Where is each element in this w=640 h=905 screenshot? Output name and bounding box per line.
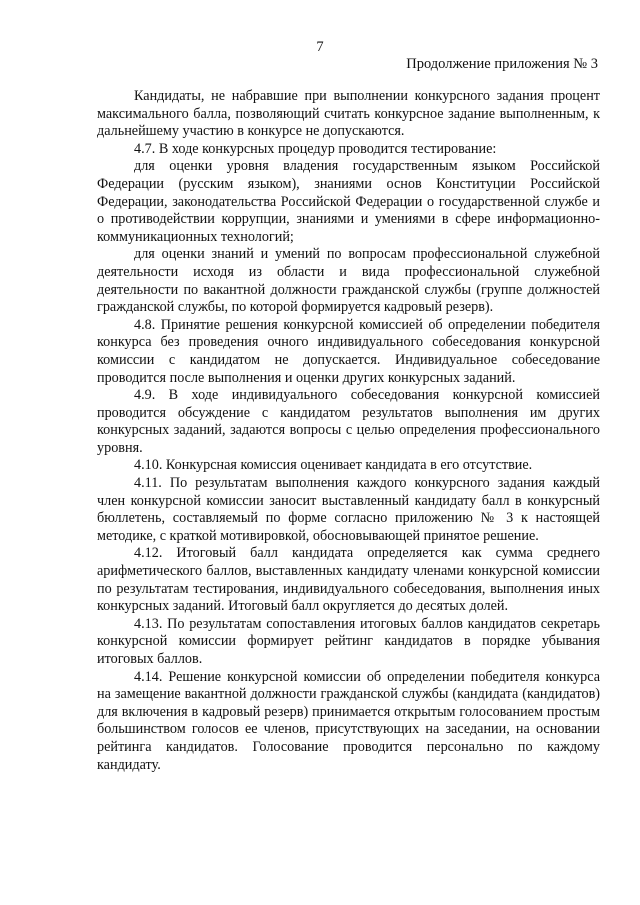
- paragraph-candidates-threshold: Кандидаты, не набравшие при выполнении конкурсного задания процент максимального балла, позволяющий считать конкурсное задание выполненным, к дальнейшему участию в конкурсе не допускаются.: [97, 88, 600, 140]
- paragraph-4-7-language-test: для оценки уровня владения государственным языком Российской Федерации (русским языком), знаниями основ Конституции Российской Федерации, законодательства Российской Федерации о государственной службе и о противодействии коррупции, знаниями и умениями в сфере информационно-коммуникационных технологий;: [97, 158, 600, 245]
- paragraph-4-8: 4.8. Принятие решения конкурсной комиссией об определении победителя конкурса без проведения очного индивидуального собеседования конкурсной комиссии с кандидатом не допускается. Индивидуальное собеседование проводится после выполнения и оценки других конкурсных заданий.: [97, 316, 600, 386]
- paragraph-4-13: 4.13. По результатам сопоставления итоговых баллов кандидатов секретарь конкурсной комиссии формирует рейтинг кандидатов в порядке убывания итоговых баллов.: [97, 615, 600, 667]
- paragraph-4-12: 4.12. Итоговый балл кандидата определяется как сумма среднего арифметического баллов, выставленных кандидату членами конкурсной комиссии по результатам тестирования, индивидуального собеседования, выполнения иных конкурсных заданий. Итоговый балл округляется до десятых долей.: [97, 545, 600, 615]
- paragraph-4-7: 4.7. В ходе конкурсных процедур проводится тестирование:: [134, 140, 497, 157]
- paragraph-4-14: 4.14. Решение конкурсной комиссии об определении победителя конкурса на замещение вакантной должности гражданской службы (кандидата (кандидатов) для включения в кадровый резерв) принимается открытым голосованием простым большинством голосов ее членов, присутствующих на заседании, на основании рейтинга кандидатов. Голосование проводится персонально по каждому кандидату.: [97, 668, 600, 773]
- document-body: [97, 88, 600, 774]
- paragraph-4-11: 4.11. По результатам выполнения каждого конкурсного задания каждый член конкурсной комиссии заносит выставленный кандидату балл в конкурсный бюллетень, составляемый по форме согласно приложению № 3 к настоящей методике, с краткой мотивировкой, обосновывающей принятое решение.: [97, 475, 600, 544]
- appendix-continuation-label: Продолжение приложения № 3: [406, 56, 598, 72]
- page-number: 7: [316, 39, 324, 55]
- paragraph-4-7-professional-test: для оценки знаний и умений по вопросам профессиональной служебной деятельности исходя из области и вида профессиональной служебной деятельности по вакантной должности гражданской службы (группе должностей гражданской службы, по которой формируется кадровый резерв).: [97, 246, 600, 316]
- paragraph-4-9: 4.9. В ходе индивидуального собеседования конкурсной комиссией проводится обсуждение с кандидатом результатов выполнения им других конкурсных заданий, задаются вопросы с целью определения профессионального уровня.: [97, 387, 600, 456]
- paragraph-4-10: 4.10. Конкурсная комиссия оценивает кандидата в его отсутствие.: [134, 457, 533, 474]
